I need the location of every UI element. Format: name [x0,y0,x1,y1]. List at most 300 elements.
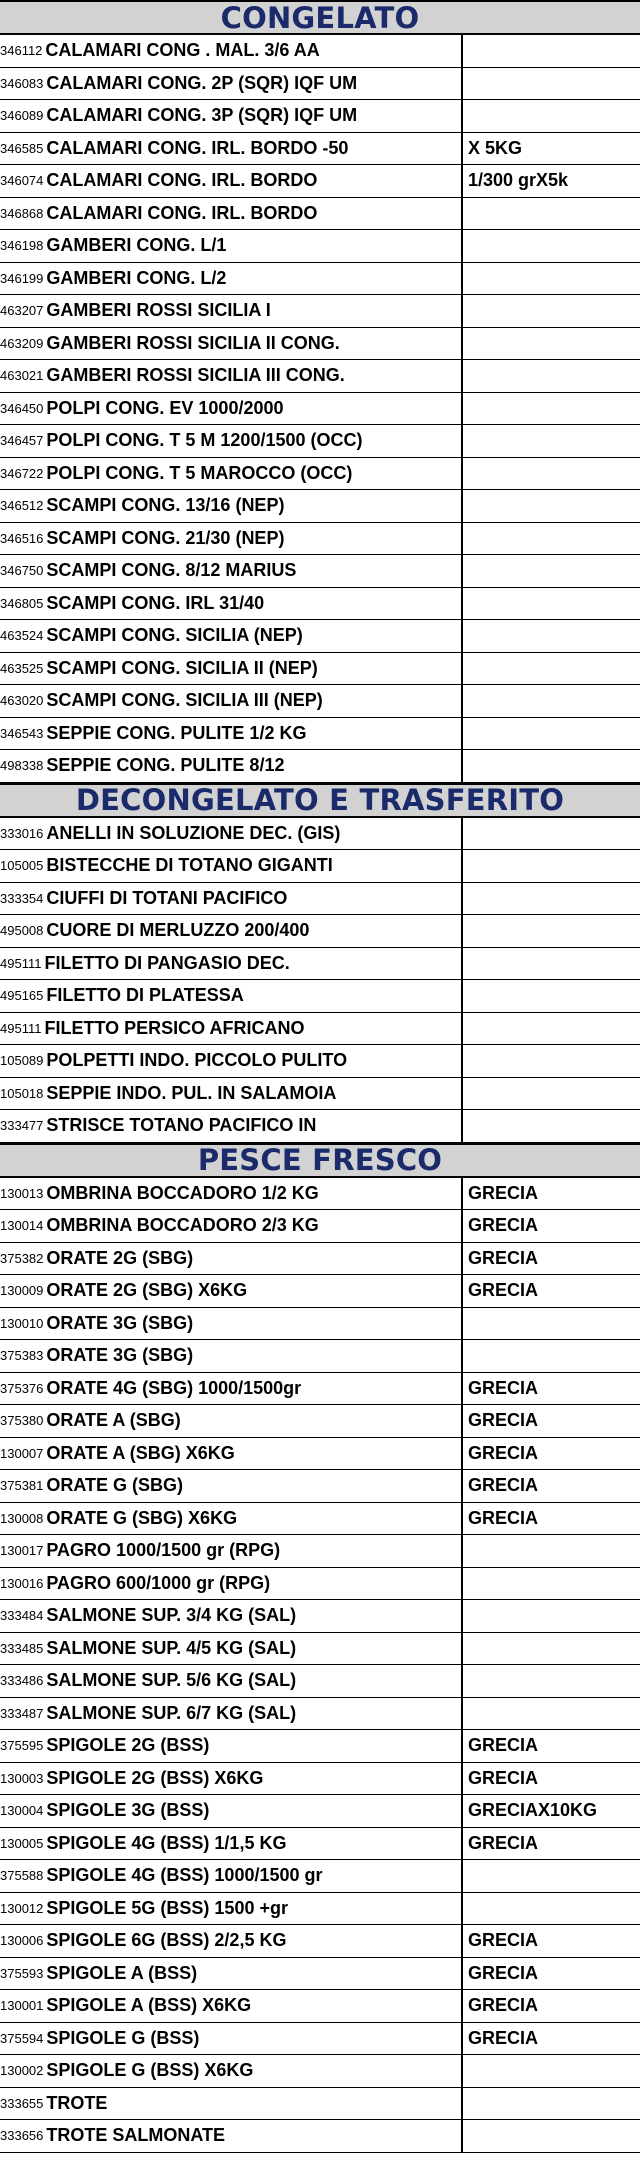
product-code: 375595 [0,1738,44,1754]
product-note [463,980,640,1012]
table-row [0,883,640,916]
product-cell [0,1860,463,1892]
product-name: SPIGOLE 3G (BSS) [46,1800,210,1821]
product-cell [0,1665,463,1697]
product-note [463,818,640,850]
product-cell [0,685,463,717]
product-name: FILETTO DI PLATESSA [46,985,244,1006]
product-code: 333485 [0,1640,44,1656]
product-cell [0,1503,463,1535]
product-note [463,883,640,915]
product-name: POLPI CONG. EV 1000/2000 [46,397,284,418]
product-name: CALAMARI CONG. IRL. BORDO -50 [46,137,349,158]
product-code: 130012 [0,1900,44,1916]
product-name: BISTECCHE DI TOTANO GIGANTI [46,855,333,876]
product-name: SPIGOLE A (BSS) [46,1962,198,1983]
product-note [463,1535,640,1567]
product-note [463,425,640,457]
product-note [463,100,640,132]
table-row [0,198,640,231]
product-note [463,1698,640,1730]
product-note: GRECIA [468,1410,539,1431]
product-note: GRECIA [468,1182,539,1203]
table-row [0,1925,640,1958]
product-cell [0,68,463,100]
table-row [0,948,640,981]
product-code: 130004 [0,1803,44,1819]
product-note: GRECIA [468,1995,539,2016]
table-row [0,1373,640,1406]
product-code: 346805 [0,595,44,611]
product-name: CALAMARI CONG . MAL. 3/6 AA [45,40,320,61]
product-code: 375594 [0,2030,44,2046]
table-row [0,1110,640,1143]
product-note [463,1600,640,1632]
table-row [0,165,640,198]
product-note [463,653,640,685]
table-row [0,1438,640,1471]
product-note [463,915,640,947]
product-name: SCAMPI CONG. 8/12 MARIUS [46,560,297,581]
section-header: PESCE FRESCO [0,1143,640,1178]
product-cell [0,1633,463,1665]
table-row [0,2023,640,2056]
product-code: 463209 [0,335,44,351]
table-row [0,685,640,718]
product-cell [0,295,463,327]
product-cell [0,1568,463,1600]
product-code: 346074 [0,173,44,189]
product-cell [0,198,463,230]
product-cell [0,1795,463,1827]
product-name: ORATE 2G (SBG) X6KG [46,1280,248,1301]
product-name: SCAMPI CONG. 13/16 (NEP) [46,495,285,516]
product-note [463,1893,640,1925]
table-row [0,1763,640,1796]
product-cell [0,458,463,490]
product-note [463,588,640,620]
product-cell [0,915,463,947]
product-note: GRECIA [468,1832,539,1853]
product-cell [0,2120,463,2152]
product-name: SALMONE SUP. 3/4 KG (SAL) [46,1605,297,1626]
table-row [0,393,640,426]
product-cell [0,1698,463,1730]
table-row [0,1633,640,1666]
product-note [463,1340,640,1372]
product-cell [0,1730,463,1762]
product-code: 333655 [0,2095,44,2111]
product-cell [0,1078,463,1110]
product-note [463,458,640,490]
product-code: 333477 [0,1118,44,1134]
product-cell [0,1243,463,1275]
product-note: GRECIA [468,1215,539,1236]
product-name: OMBRINA BOCCADORO 2/3 KG [46,1215,319,1236]
product-code: 333016 [0,825,44,841]
product-note [463,328,640,360]
product-name: ORATE A (SBG) [46,1410,181,1431]
product-cell [0,35,463,67]
product-code: 346198 [0,238,44,254]
product-cell [0,490,463,522]
table-row [0,1828,640,1861]
product-code: 463020 [0,693,44,709]
table-row [0,1893,640,1926]
product-note [463,1860,640,1892]
product-cell [0,1275,463,1307]
table-row [0,295,640,328]
product-note: GRECIA [468,1930,539,1951]
product-cell [0,1373,463,1405]
product-cell [0,2055,463,2087]
product-code: 375382 [0,1250,44,1266]
product-name: GAMBERI CONG. L/1 [46,235,227,256]
product-name: POLPI CONG. T 5 MAROCCO (OCC) [46,462,353,483]
product-name: SPIGOLE G (BSS) X6KG [46,2060,254,2081]
product-name: ORATE A (SBG) X6KG [46,1442,235,1463]
product-cell [0,1308,463,1340]
product-code: 375383 [0,1348,44,1364]
product-code: 333486 [0,1673,44,1689]
product-name: SEPPIE CONG. PULITE 1/2 KG [46,722,307,743]
product-note: GRECIA [468,1735,539,1756]
table-row [0,980,640,1013]
product-code: 130010 [0,1315,44,1331]
product-note [463,1110,640,1142]
table-row [0,425,640,458]
product-note [463,718,640,750]
product-cell [0,980,463,1012]
product-cell [0,718,463,750]
product-note [463,2088,640,2120]
product-code: 333487 [0,1705,44,1721]
product-note [463,393,640,425]
product-code: 346722 [0,465,44,481]
table-row [0,230,640,263]
product-code: 495111 [0,955,42,971]
table-row [0,1078,640,1111]
product-code: 346516 [0,530,44,546]
product-name: GAMBERI ROSSI SICILIA III CONG. [46,365,345,386]
product-name: SPIGOLE 5G (BSS) 1500 +gr [46,1897,288,1918]
product-cell [0,1535,463,1567]
product-name: SCAMPI CONG. SICILIA II (NEP) [46,657,318,678]
product-cell [0,133,463,165]
product-name: GAMBERI ROSSI SICILIA II CONG. [46,332,340,353]
product-code: 105018 [0,1085,44,1101]
product-cell [0,1045,463,1077]
table-row [0,850,640,883]
product-code: 375381 [0,1478,44,1494]
product-cell [0,523,463,555]
product-note: GRECIA [468,1475,539,1496]
table-row [0,35,640,68]
table-row [0,263,640,296]
product-cell [0,1438,463,1470]
product-note [463,685,640,717]
product-note [463,490,640,522]
table-row [0,1860,640,1893]
product-name: SCAMPI CONG. SICILIA (NEP) [46,625,303,646]
product-cell [0,2088,463,2120]
product-code: 333484 [0,1608,44,1624]
product-code: 130002 [0,2063,44,2079]
section-header: DECONGELATO E TRASFERITO [0,783,640,818]
table-row [0,1698,640,1731]
product-note [463,523,640,555]
product-note [463,1568,640,1600]
product-code: 375588 [0,1868,44,1884]
product-name: SPIGOLE 2G (BSS) X6KG [46,1767,264,1788]
table-row [0,68,640,101]
table-row [0,1013,640,1046]
product-code: 333656 [0,2128,44,2144]
product-code: 346199 [0,270,44,286]
product-name: SALMONE SUP. 4/5 KG (SAL) [46,1637,297,1658]
table-row [0,1308,640,1341]
product-cell [0,1893,463,1925]
product-code: 346512 [0,498,44,514]
product-cell [0,230,463,262]
product-note: GRECIA [468,1767,539,1788]
table-row [0,1470,640,1503]
table-row [0,1795,640,1828]
product-note [463,1013,640,1045]
product-name: PAGRO 1000/1500 gr (RPG) [46,1540,281,1561]
product-code: 375593 [0,1965,44,1981]
product-code: 105005 [0,858,44,874]
table-row [0,1045,640,1078]
product-note [463,1665,640,1697]
table-row [0,1600,640,1633]
product-cell [0,393,463,425]
table-row [0,2055,640,2088]
product-name: ORATE 3G (SBG) [46,1345,194,1366]
table-row [0,490,640,523]
product-name: CIUFFI DI TOTANI PACIFICO [46,887,288,908]
product-name: CUORE DI MERLUZZO 200/400 [46,920,310,941]
product-code: 346112 [0,43,43,59]
product-note [463,1633,640,1665]
product-code: 463207 [0,303,44,319]
product-cell [0,948,463,980]
product-name: ORATE 3G (SBG) [46,1312,194,1333]
table-row [0,328,640,361]
product-cell [0,1828,463,1860]
product-note [463,1078,640,1110]
product-cell [0,100,463,132]
product-cell [0,850,463,882]
product-note [463,295,640,327]
product-cell [0,1110,463,1142]
product-code: 130017 [0,1543,44,1559]
table-row [0,1990,640,2023]
product-name: SPIGOLE 4G (BSS) 1000/1500 gr [46,1865,323,1886]
product-name: CALAMARI CONG. IRL. BORDO [46,170,318,191]
product-code: 130009 [0,1283,44,1299]
table-row [0,1568,640,1601]
product-note [463,850,640,882]
product-code: 130016 [0,1575,44,1591]
product-cell [0,1925,463,1957]
product-note [463,2055,640,2087]
table-row [0,360,640,393]
table-row [0,555,640,588]
product-note [463,230,640,262]
product-code: 463021 [0,368,44,384]
product-code: 130014 [0,1218,44,1234]
product-code: 130013 [0,1185,44,1201]
product-cell [0,1600,463,1632]
product-name: STRISCE TOTANO PACIFICO IN [46,1115,317,1136]
product-name: SCAMPI CONG. SICILIA III (NEP) [46,690,323,711]
product-cell [0,1763,463,1795]
product-name: SALMONE SUP. 6/7 KG (SAL) [46,1702,297,1723]
product-name: CALAMARI CONG. 2P (SQR) IQF UM [46,72,358,93]
product-cell [0,2023,463,2055]
product-note [463,2120,640,2152]
product-name: FILETTO DI PANGASIO DEC. [44,952,290,973]
product-code: 130006 [0,1933,44,1949]
product-name: ORATE 4G (SBG) 1000/1500gr [46,1377,302,1398]
product-name: SPIGOLE G (BSS) [46,2027,200,2048]
table-row [0,818,640,851]
product-note [463,68,640,100]
product-code: 130008 [0,1510,44,1526]
product-name: SPIGOLE 4G (BSS) 1/1,5 KG [46,1832,287,1853]
product-code: 463524 [0,628,44,644]
table-row [0,1958,640,1991]
product-name: ORATE 2G (SBG) [46,1247,194,1268]
product-note [463,263,640,295]
section-header: CONGELATO [0,0,640,35]
product-name: SCAMPI CONG. 21/30 (NEP) [46,527,285,548]
product-name: SEPPIE CONG. PULITE 8/12 [46,755,285,776]
product-note: GRECIA [468,1962,539,1983]
product-name: SPIGOLE 6G (BSS) 2/2,5 KG [46,1930,287,1951]
table-row [0,750,640,783]
product-code: 130001 [0,1998,44,2014]
table-row [0,588,640,621]
product-cell [0,328,463,360]
table-row [0,653,640,686]
product-code: 375380 [0,1413,44,1429]
product-name: CALAMARI CONG. IRL. BORDO [46,202,318,223]
table-row [0,1730,640,1763]
product-name: POLPETTI INDO. PICCOLO PULITO [46,1050,348,1071]
product-name: SPIGOLE 2G (BSS) [46,1735,210,1756]
product-cell [0,1210,463,1242]
product-name: OMBRINA BOCCADORO 1/2 KG [46,1182,319,1203]
product-note [463,360,640,392]
product-name: FILETTO PERSICO AFRICANO [44,1017,305,1038]
product-note [463,198,640,230]
table-row [0,1535,640,1568]
product-name: SPIGOLE A (BSS) X6KG [46,1995,252,2016]
table-row [0,1503,640,1536]
product-name: TROTE SALMONATE [46,2125,226,2146]
product-code: 495008 [0,923,44,939]
product-name: SALMONE SUP. 5/6 KG (SAL) [46,1670,297,1691]
product-note: GRECIA [468,1280,539,1301]
table-row [0,620,640,653]
product-code: 346450 [0,400,44,416]
product-code: 130005 [0,1835,44,1851]
product-cell [0,360,463,392]
product-cell [0,1013,463,1045]
table-row [0,1275,640,1308]
product-note [463,35,640,67]
table-row [0,1340,640,1373]
table-row [0,2120,640,2153]
product-note: GRECIAX10KG [468,1800,598,1821]
table-row [0,915,640,948]
product-name: POLPI CONG. T 5 M 1200/1500 (OCC) [46,430,363,451]
product-code: 333354 [0,890,44,906]
product-note [463,1308,640,1340]
product-code: 346543 [0,725,44,741]
product-cell [0,1178,463,1210]
product-note: GRECIA [468,1247,539,1268]
product-name: ORATE G (SBG) [46,1475,184,1496]
product-note: X 5KG [468,137,523,158]
table-row [0,1210,640,1243]
product-note [463,948,640,980]
product-name: CALAMARI CONG. 3P (SQR) IQF UM [46,105,358,126]
product-code: 346083 [0,75,44,91]
product-cell [0,750,463,782]
product-name: TROTE [46,2092,108,2113]
product-code: 495111 [0,1020,42,1036]
product-cell [0,165,463,197]
product-note [463,620,640,652]
table-row [0,523,640,556]
product-code: 375376 [0,1380,44,1396]
product-code: 346868 [0,205,44,221]
product-name: GAMBERI CONG. L/2 [46,267,227,288]
product-code: 130007 [0,1445,44,1461]
product-code: 130003 [0,1770,44,1786]
table-row [0,718,640,751]
product-cell [0,555,463,587]
product-note: GRECIA [468,1377,539,1398]
product-cell [0,263,463,295]
product-code: 346089 [0,108,44,124]
table-row [0,133,640,166]
product-code: 346585 [0,140,44,156]
table-row [0,1405,640,1438]
product-code: 495165 [0,988,44,1004]
product-cell [0,588,463,620]
table-row [0,2088,640,2121]
product-cell [0,883,463,915]
product-code: 463525 [0,660,44,676]
product-cell [0,1405,463,1437]
product-cell [0,1470,463,1502]
product-cell [0,818,463,850]
product-note: 1/300 grX5k [468,170,569,191]
product-code: 105089 [0,1053,44,1069]
table-row [0,1665,640,1698]
product-note: GRECIA [468,2027,539,2048]
product-code: 498338 [0,758,44,774]
product-name: GAMBERI ROSSI SICILIA I [46,300,271,321]
product-cell [0,1958,463,1990]
table-row [0,100,640,133]
product-note: GRECIA [468,1507,539,1528]
table-row [0,1243,640,1276]
